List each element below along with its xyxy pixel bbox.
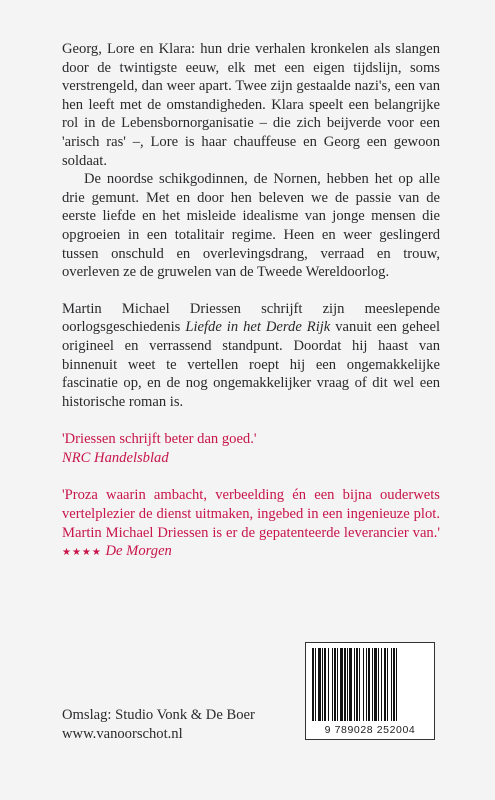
book-title: Liefde in het Derde Rijk	[185, 319, 331, 336]
blurb-paragraph-1: Georg, Lore en Klara: hun drie verhalen kronkelen als slangen door de twintigste eeuw, elk met een eigen tijdslijn, soms verstrengeld, dan weer apart. Twee zijn gestaalde nazi's, een van hen leeft met de omstandigheden. Klara speelt een belangrijke rol in de Lebensbornorganisatie – die zich beijverde voor een 'arisch ras' –, Lore is haar chauffeuse en Georg een gewoon soldaat.	[62, 41, 440, 169]
credits	[62, 706, 255, 743]
barcode-bars-icon	[306, 643, 434, 723]
review-quote-1-text: 'Driessen schrijft beter dan goed.'	[62, 431, 257, 448]
publisher-website: www.vanoorschot.nl	[62, 725, 183, 742]
review-quote-2-source: De Morgen	[105, 543, 172, 560]
review-quote-1	[62, 430, 440, 467]
blurb-paragraph-3	[62, 300, 440, 412]
isbn-number: 9 789028 252004	[324, 724, 416, 736]
blurb	[62, 40, 440, 563]
cover-design-credit: Omslag: Studio Vonk & De Boer	[62, 707, 255, 723]
star-rating-icon: ★★★★	[62, 547, 102, 559]
review-quote-2	[62, 486, 440, 562]
blurb-paragraph-2: De noordse schikgodinnen, de Nornen, hebben het op alle drie gemunt. Met en door hen beleven we de passie van de eerste liefde en het misleide idealisme van jonge mensen die opgroeien in een totalitair regime. Heen en weer geslingerd tussen onschuld en overlevingsdrang, verraad en trouw, overleven ze de gruwelen van de Tweede Wereldoorlog.	[62, 171, 440, 281]
blurb-paragraph-3-end: vanuit een geheel origineel en verrassend standpunt. Doordat hij haast van binnenuit weet te vertellen roept hij een ongemakkelijke fascinatie op, en de nog ongemakkelijker vraag of dit wel een historische roman is.	[62, 319, 441, 410]
review-quote-2-text: 'Proza waarin ambacht, verbeelding én een bijna ouderwets vertelplezier de dienst uitmaken, ingebed in een ingenieuze plot. Martin Michael Driessen is er de gepatenteerde leverancier van.'	[62, 487, 440, 541]
blurb-paragraph-3-start: Martin Michael Driessen schrijft zijn meeslepende oorlogsgeschiedenis	[62, 300, 440, 336]
isbn-barcode	[305, 642, 435, 740]
review-quote-1-source: NRC Handelsblad	[62, 449, 169, 466]
